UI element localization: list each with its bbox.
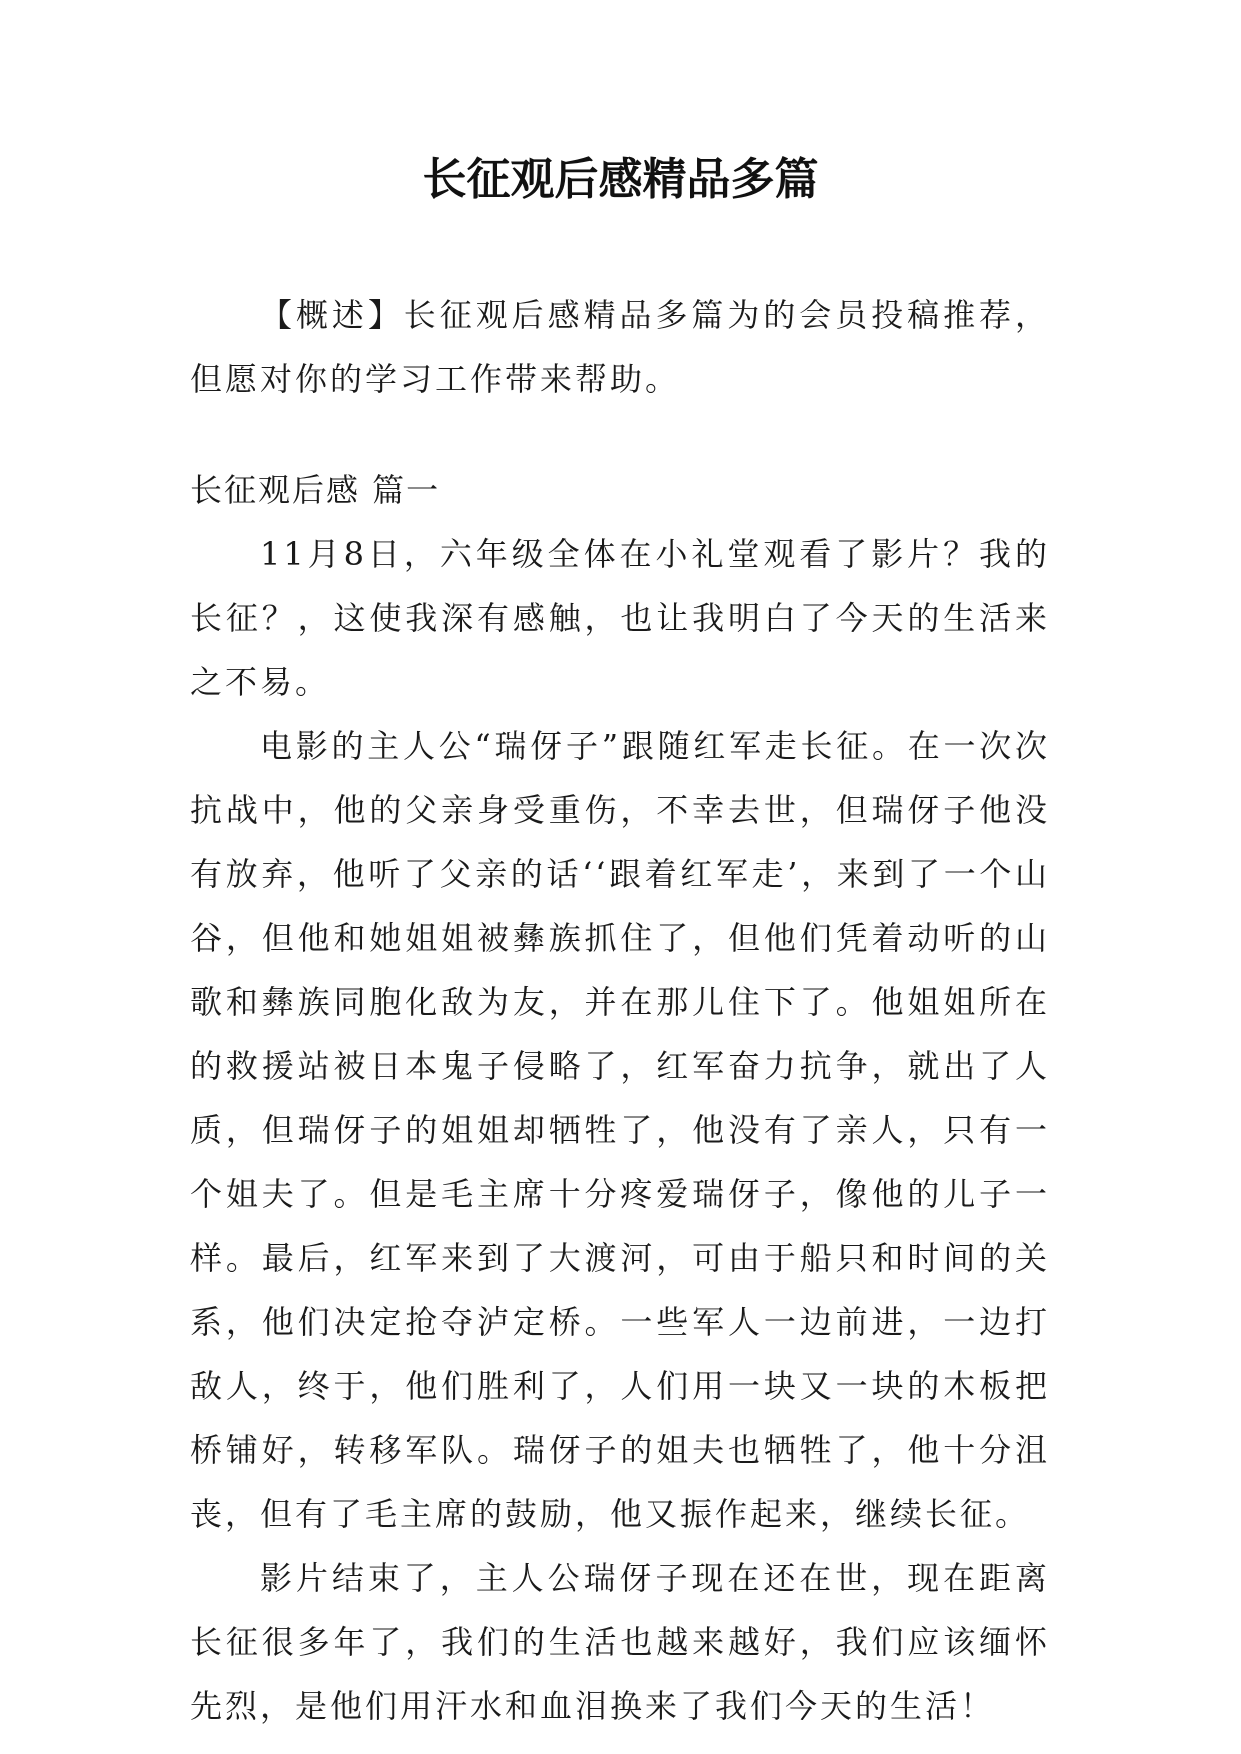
section-heading: 长征观后感 篇一 — [190, 471, 441, 509]
article-body — [190, 522, 1050, 1738]
body-paragraph-1: 11月8日，六年级全体在小礼堂观看了影片？我的长征？，这使我深有感触，也让我明白了今天的生活来之不易。 — [190, 535, 1050, 701]
body-paragraph-2: 电影的主人公“瑞伢子”跟随红军走长征。在一次次抗战中，他的父亲身受重伤，不幸去世，但瑞伢子他没有放弃，他听了父亲的话‘‘跟着红军走’，来到了一个山谷，但他和她姐姐被彝族抓住了，但他们凭着动听的山歌和彝族同胞化敌为友，并在那儿住下了。他姐姐所在的救援站被日本鬼子侵略了，红军奋力抗争，就出了人质，但瑞伢子的姐姐却牺牲了，他没有了亲人，只有一个姐夫了。但是毛主席十分疼爱瑞伢子，像他的儿子一样。最后，红军来到了大渡河，可由于船只和时间的关系，他们决定抢夺泸定桥。一些军人一边前进，一边打敌人，终于，他们胜利了，人们用一块又一块的木板把桥铺好，转移军队。瑞伢子的姐夫也牺牲了，他十分沮丧，但有了毛主席的鼓励，他又振作起来，继续长征。 — [190, 727, 1050, 1533]
summary-paragraph: 【概述】长征观后感精品多篇为的会员投稿推荐，但愿对你的学习工作带来帮助。 — [190, 296, 1050, 398]
body-paragraph-3: 影片结束了，主人公瑞伢子现在还在世，现在距离长征很多年了，我们的生活也越来越好，我们应该缅怀先烈，是他们用汗水和血泪换来了我们今天的生活！ — [190, 1559, 1050, 1725]
document-title: 长征观后感精品多篇 — [422, 154, 819, 205]
